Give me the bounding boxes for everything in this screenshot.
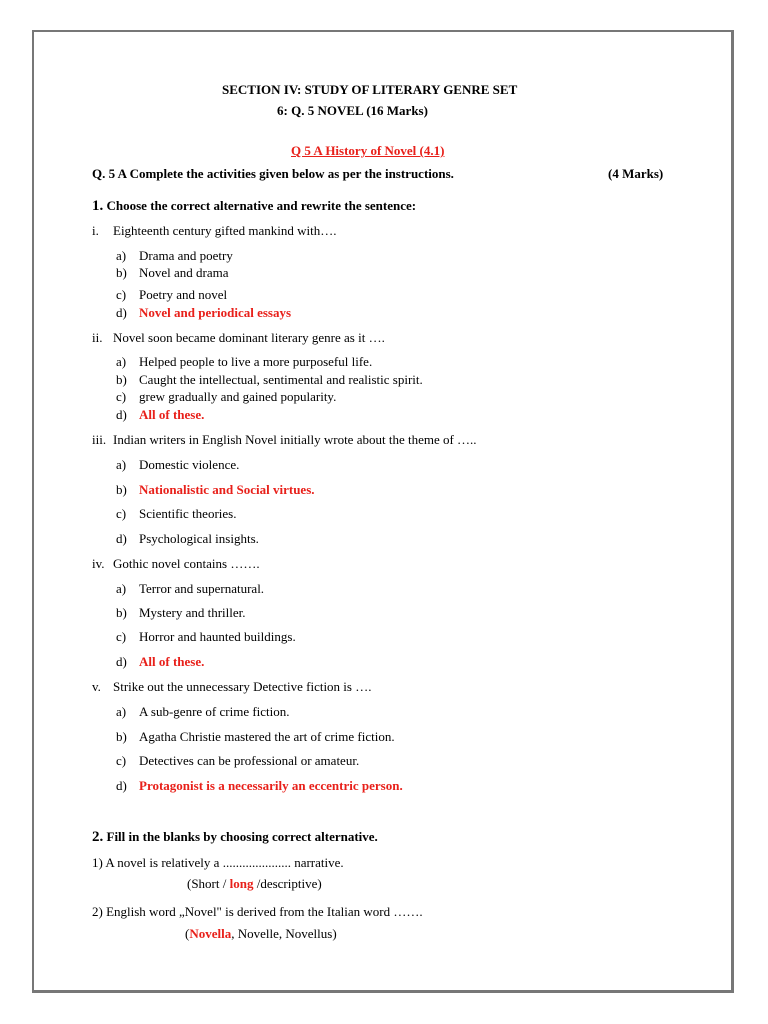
option-letter: b): [116, 729, 127, 744]
option-letter: d): [116, 778, 127, 793]
options-close: /descriptive): [253, 876, 322, 891]
option-letter: a): [116, 354, 127, 369]
option-letter: a): [116, 457, 127, 472]
option-letter: d): [116, 531, 127, 546]
option-letter: a): [116, 704, 127, 719]
options-open: (: [185, 926, 190, 941]
option-text: Terror and supernatural.: [139, 581, 265, 596]
option-letter: a): [116, 581, 127, 596]
option-text: Drama and poetry: [139, 248, 233, 263]
question-ii-text: Novel soon became dominant literary genre as it ….: [113, 330, 385, 345]
option-letter: d): [116, 654, 127, 669]
options-open: (Short /: [187, 876, 230, 891]
option-text: Domestic violence.: [139, 457, 240, 472]
option-text: grew gradually and gained popularity.: [139, 389, 337, 404]
question-iii-number: iii.: [92, 432, 107, 447]
option-text: Helped people to live a more purposeful life.: [139, 354, 373, 369]
question-i-text: Eighteenth century gifted mankind with….: [113, 223, 337, 238]
correct-answer: Protagonist is a necessarily an eccentric person.: [139, 778, 403, 793]
correct-answer: All of these.: [139, 407, 205, 422]
question-iv-text: Gothic novel contains …….: [113, 556, 260, 571]
option-letter: c): [116, 629, 127, 644]
part2-heading: [92, 829, 378, 846]
option-letter: c): [116, 753, 127, 768]
section-title: SECTION IV: STUDY OF LITERARY GENRE SET: [222, 82, 518, 97]
part2-number: 2.: [92, 829, 104, 845]
option-text: Scientific theories.: [139, 506, 237, 521]
correct-answer: Nationalistic and Social virtues.: [139, 482, 315, 497]
option-text: Psychological insights.: [139, 531, 259, 546]
question-v-number: v.: [92, 679, 101, 694]
question-ii-number: ii.: [92, 330, 103, 345]
option-text: Poetry and novel: [139, 287, 228, 302]
part2-title: Fill in the blanks by choosing correct alternative.: [106, 829, 378, 844]
correct-answer: Novel and periodical essays: [139, 305, 292, 320]
option-letter: c): [116, 287, 127, 302]
fill-blank-question-2: 2) English word „Novel" is derived from the Italian word …….: [92, 904, 423, 919]
part1-title: Choose the correct alternative and rewrite the sentence:: [106, 198, 417, 213]
option-letter: d): [116, 305, 127, 320]
option-letter: b): [116, 482, 127, 497]
option-text: Mystery and thriller.: [139, 605, 246, 620]
option-letter: c): [116, 389, 127, 404]
option-text: A sub-genre of crime fiction.: [139, 704, 290, 719]
correct-answer: Novella: [189, 926, 232, 941]
fill-blank-question-1: 1) A novel is relatively a ..................... narrative.: [92, 855, 344, 870]
option-text: Agatha Christie mastered the art of crime fiction.: [139, 729, 395, 744]
option-letter: c): [116, 506, 127, 521]
correct-answer: long: [229, 876, 254, 891]
history-of-novel-heading: Q 5 A History of Novel (4.1): [291, 143, 445, 158]
option-letter: a): [116, 248, 127, 263]
option-text: Detectives can be professional or amateur.: [139, 753, 360, 768]
option-letter: d): [116, 407, 127, 422]
option-text: Caught the intellectual, sentimental and realistic spirit.: [139, 372, 423, 387]
question-iii-text: Indian writers in English Novel initially wrote about the theme of …..: [113, 432, 477, 447]
instruction-text: Q. 5 A Complete the activities given below as per the instructions.: [92, 166, 454, 181]
fill-blank-options-2: [185, 926, 337, 942]
part1-heading: [92, 198, 416, 215]
question-i-number: i.: [92, 223, 99, 238]
option-letter: b): [116, 605, 127, 620]
question-iv-number: iv.: [92, 556, 105, 571]
option-text: Novel and drama: [139, 265, 229, 280]
fill-blank-options-1: [187, 876, 322, 892]
part1-number: 1.: [92, 198, 104, 214]
option-text: Horror and haunted buildings.: [139, 629, 296, 644]
question-v-text: Strike out the unnecessary Detective fiction is ….: [113, 679, 372, 694]
correct-answer: All of these.: [139, 654, 205, 669]
section-subtitle: 6: Q. 5 NOVEL (16 Marks): [277, 103, 428, 118]
options-close: , Novelle, Novellus): [231, 926, 337, 941]
option-letter: b): [116, 265, 127, 280]
option-letter: b): [116, 372, 127, 387]
marks-label: (4 Marks): [608, 166, 664, 181]
